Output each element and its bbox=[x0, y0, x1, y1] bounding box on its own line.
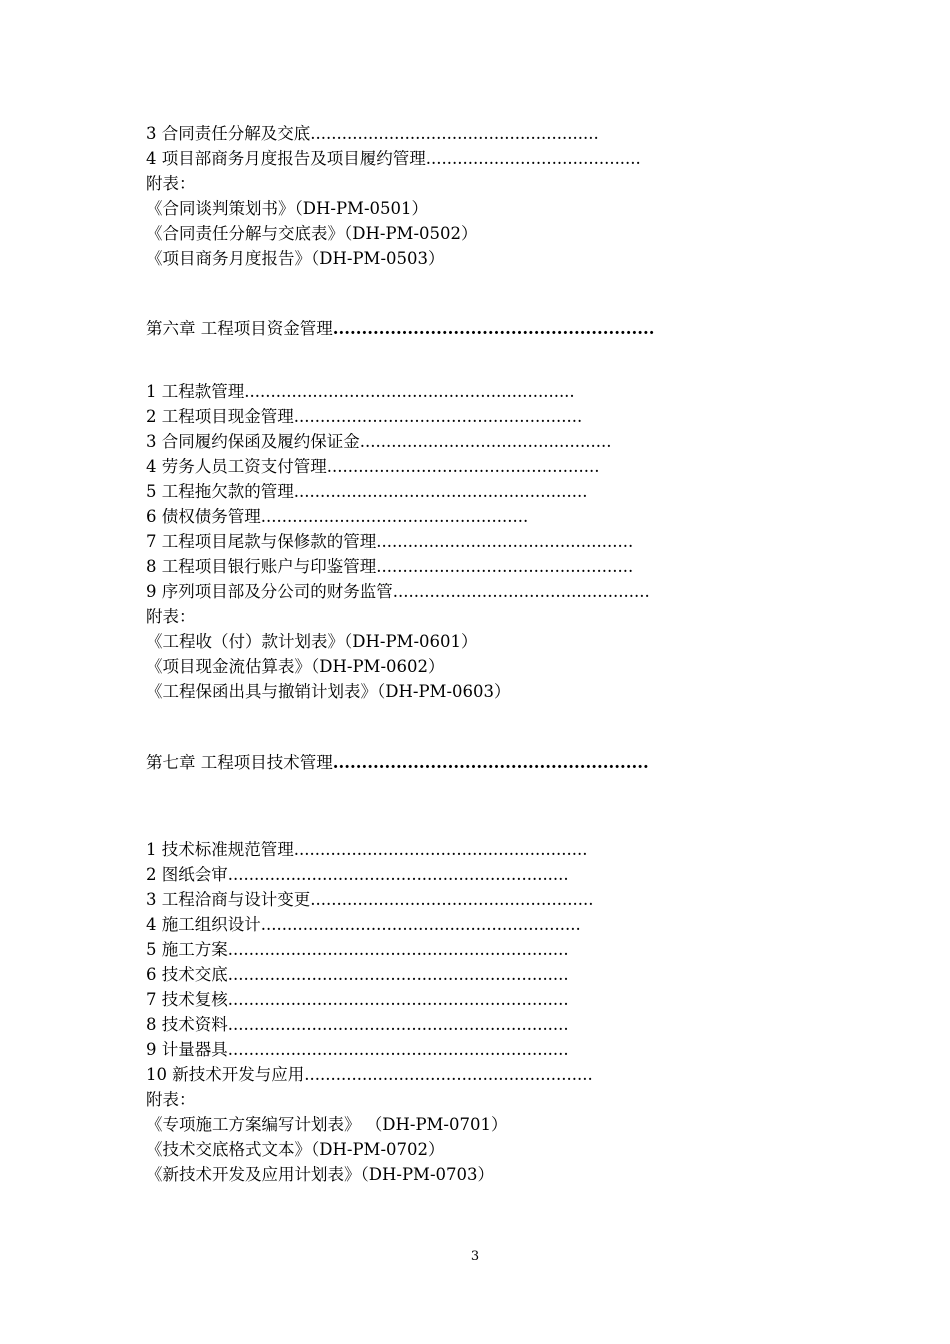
toc-entry-title: 3 工程洽商与设计变更 bbox=[146, 890, 311, 909]
appendix-entry: 《技术交底格式文本》（DH-PM-0702） bbox=[146, 1140, 445, 1159]
toc-entry-title: 4 项目部商务月度报告及项目履约管理 bbox=[146, 149, 426, 168]
toc-entry[interactable] bbox=[146, 579, 650, 604]
toc-entry-title: 9 计量器具 bbox=[146, 1040, 228, 1059]
page-number: 3 bbox=[470, 1249, 480, 1264]
toc-entry[interactable] bbox=[146, 529, 633, 554]
chapter-title: 第六章 工程项目资金管理 bbox=[146, 319, 333, 338]
toc-entry-title: 5 工程拖欠款的管理 bbox=[146, 482, 294, 501]
toc-entry-title: 5 施工方案 bbox=[146, 940, 228, 959]
toc-entry-title: 2 工程项目现金管理 bbox=[146, 407, 294, 426]
toc-leader-dots: ...................................................... bbox=[310, 890, 594, 909]
toc-entry[interactable] bbox=[146, 454, 599, 479]
chapter-heading[interactable] bbox=[146, 750, 649, 775]
chapter-heading[interactable] bbox=[146, 316, 654, 341]
toc-entry-title: 4 施工组织设计 bbox=[146, 915, 261, 934]
toc-entry-title: 6 技术交底 bbox=[146, 965, 228, 984]
toc-leader-dots: ................................................................. bbox=[227, 965, 569, 984]
toc-entry-title: 3 合同责任分解及交底 bbox=[146, 124, 311, 143]
appendix-entry: 《项目商务月度报告》（DH-PM-0503） bbox=[146, 249, 445, 268]
appendix-entry: 《新技术开发及应用计划表》（DH-PM-0703） bbox=[146, 1165, 495, 1184]
toc-leader-dots: ............................................................... bbox=[244, 382, 575, 401]
toc-entry[interactable] bbox=[146, 146, 641, 171]
toc-leader-dots: ................................................ bbox=[359, 432, 612, 451]
toc-entry[interactable] bbox=[146, 479, 587, 504]
toc-leader-dots: ....................................................... bbox=[293, 407, 583, 426]
toc-leader-dots: ........................................................ bbox=[293, 840, 588, 859]
appendix-entry: 《专项施工方案编写计划表》 （DH-PM-0701） bbox=[146, 1115, 508, 1134]
toc-leader-dots: ................................................. bbox=[376, 557, 634, 576]
toc-entry[interactable] bbox=[146, 379, 575, 404]
toc-leader-dots: ....................................................... bbox=[332, 753, 649, 772]
toc-leader-dots: ................................................................. bbox=[227, 865, 569, 884]
toc-leader-dots: ........................................................ bbox=[332, 319, 655, 338]
toc-entry[interactable] bbox=[146, 1012, 569, 1037]
toc-leader-dots: ........................................................ bbox=[293, 482, 588, 501]
toc-entry[interactable] bbox=[146, 987, 569, 1012]
toc-leader-dots: ................................................................. bbox=[227, 1040, 569, 1059]
appendix-label: 附表： bbox=[146, 1090, 196, 1109]
toc-entry-title: 1 技术标准规范管理 bbox=[146, 840, 294, 859]
toc-entry[interactable] bbox=[146, 887, 593, 912]
toc-entry[interactable] bbox=[146, 121, 599, 146]
toc-entry-title: 4 劳务人员工资支付管理 bbox=[146, 457, 327, 476]
toc-entry[interactable] bbox=[146, 504, 528, 529]
toc-leader-dots: ....................................................... bbox=[304, 1065, 593, 1084]
toc-entry-title: 8 工程项目银行账户与印鉴管理 bbox=[146, 557, 377, 576]
toc-entry[interactable] bbox=[146, 554, 633, 579]
toc-entry-title: 7 技术复核 bbox=[146, 990, 228, 1009]
toc-leader-dots: ................................................................. bbox=[227, 940, 569, 959]
toc-leader-dots: ................................................... bbox=[260, 507, 529, 526]
chapter-title: 第七章 工程项目技术管理 bbox=[146, 753, 333, 772]
toc-entry-title: 1 工程款管理 bbox=[146, 382, 245, 401]
toc-entry-title: 7 工程项目尾款与保修款的管理 bbox=[146, 532, 377, 551]
toc-entry[interactable] bbox=[146, 962, 569, 987]
toc-entry-title: 8 技术资料 bbox=[146, 1015, 228, 1034]
toc-entry[interactable] bbox=[146, 837, 587, 862]
toc-entry-title: 9 序列项目部及分公司的财务监管 bbox=[146, 582, 393, 601]
toc-entry[interactable] bbox=[146, 1037, 569, 1062]
appendix-entry: 《工程收（付）款计划表》（DH-PM-0601） bbox=[146, 632, 478, 651]
appendix-entry: 《项目现金流估算表》（DH-PM-0602） bbox=[146, 657, 445, 676]
toc-leader-dots: ......................................... bbox=[425, 149, 641, 168]
toc-entry[interactable] bbox=[146, 1062, 593, 1087]
toc-leader-dots: ....................................................... bbox=[310, 124, 599, 143]
toc-leader-dots: ............................................................. bbox=[260, 915, 581, 934]
toc-entry[interactable] bbox=[146, 937, 569, 962]
toc-entry-title: 10 新技术开发与应用 bbox=[146, 1065, 305, 1084]
appendix-entry: 《工程保函出具与撤销计划表》（DH-PM-0603） bbox=[146, 682, 511, 701]
toc-leader-dots: ................................................................. bbox=[227, 1015, 569, 1034]
appendix-entry: 《合同责任分解与交底表》（DH-PM-0502） bbox=[146, 224, 478, 243]
toc-entry[interactable] bbox=[146, 429, 612, 454]
toc-leader-dots: ................................................................. bbox=[227, 990, 569, 1009]
appendix-label: 附表： bbox=[146, 607, 196, 626]
toc-entry[interactable] bbox=[146, 862, 569, 887]
appendix-label: 附表： bbox=[146, 174, 196, 193]
toc-leader-dots: ................................................. bbox=[392, 582, 650, 601]
toc-entry-title: 2 图纸会审 bbox=[146, 865, 228, 884]
toc-entry[interactable] bbox=[146, 912, 581, 937]
toc-entry[interactable] bbox=[146, 404, 582, 429]
toc-entry-title: 3 合同履约保函及履约保证金 bbox=[146, 432, 360, 451]
appendix-entry: 《合同谈判策划书》（DH-PM-0501） bbox=[146, 199, 429, 218]
toc-leader-dots: .................................................... bbox=[326, 457, 600, 476]
toc-leader-dots: ................................................. bbox=[376, 532, 634, 551]
toc-entry-title: 6 债权债务管理 bbox=[146, 507, 261, 526]
